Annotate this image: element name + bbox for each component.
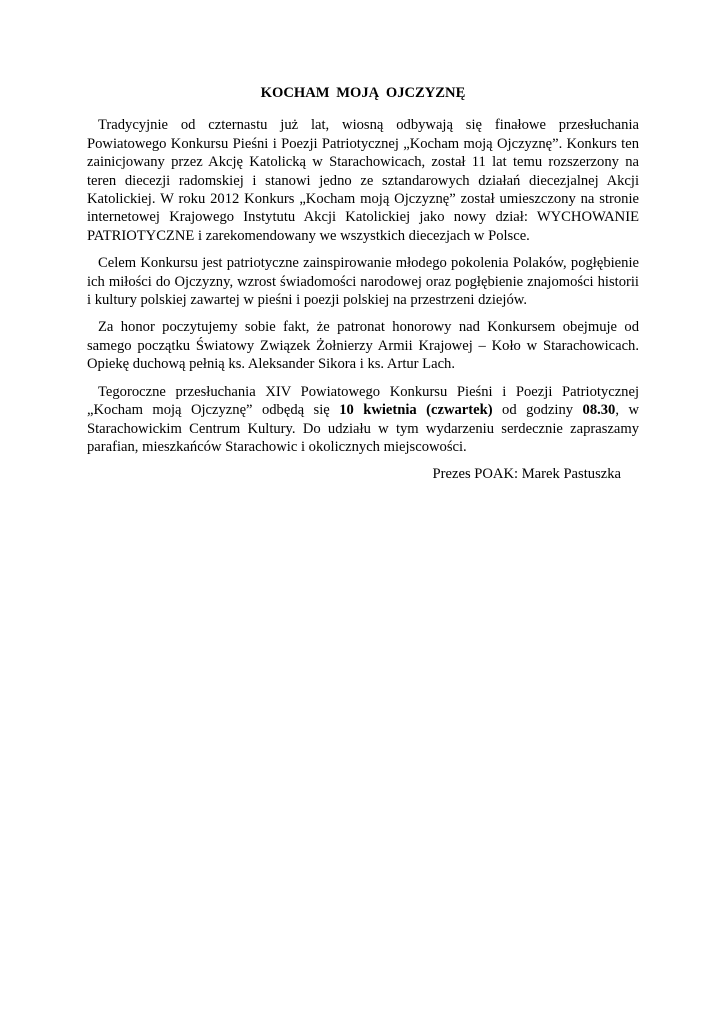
invitation-text-1: Tegoroczne przesłuchania XIV Powiatowego Konkursu Pieśni i Poezji Patriotycznej „Kocham moją Ojczyznę” odbędą się [87, 383, 639, 419]
document-page [87, 84, 639, 484]
paragraph-goal: Celem Konkursu jest patriotyczne zainspirowanie młodego pokolenia Polaków, pogłębienie ich miłości do Ojczyzny, wzrost świadomości narodowej oraz pogłębienie znajomości historii i kultury polskiej zawartej w pieśni i poezji polskiej na przestrzeni dziejów. [87, 255, 639, 309]
invitation-text-3: , w Starachowickim Centrum Kultury. Do udziału w tym wydarzeniu serdecznie zapraszamy parafian, mieszkańców Starachowic i okolicznych miejscowości. [87, 402, 639, 455]
document-title: KOCHAM MOJĄ OJCZYZNĘ [260, 85, 466, 101]
paragraph-invitation [87, 383, 639, 457]
signature: Prezes POAK: Marek Pastuszka [432, 466, 621, 483]
event-date: 10 kwietnia (czwartek) [339, 402, 493, 419]
invitation-text-2: od godziny [492, 402, 583, 419]
paragraph-history: Tradycyjnie od czternastu już lat, wiosną odbywają się finałowe przesłuchania Powiatowego Konkursu Pieśni i Poezji Patriotycznej „Kocham moją Ojczyznę”. Konkurs ten zainicjowany przez Akcję Katolicką w Starachowicach, został 11 lat temu rozszerzony na teren diecezji radomskiej i stanowi jedno ze sztandarowych działań diecezjalnej Akcji Katolickiej. W roku 2012 Konkurs „Kocham moją Ojczyznę” został umieszczony na stronie internetowej Krajowego Instytutu Akcji Katolickiej jako nowy dział: WYCHOWANIE PATRIOTYCZNE i zarekomendowany we wszystkich diecezjach w Polsce. [87, 117, 639, 244]
paragraph-patronage: Za honor poczytujemy sobie fakt, że patronat honorowy nad Konkursem obejmuje od samego początku Światowy Związek Żołnierzy Armii Krajowej – Koło w Starachowicach. Opiekę duchową pełnią ks. Aleksander Sikora i ks. Artur Lach. [87, 319, 639, 373]
event-time: 08.30 [582, 402, 616, 419]
